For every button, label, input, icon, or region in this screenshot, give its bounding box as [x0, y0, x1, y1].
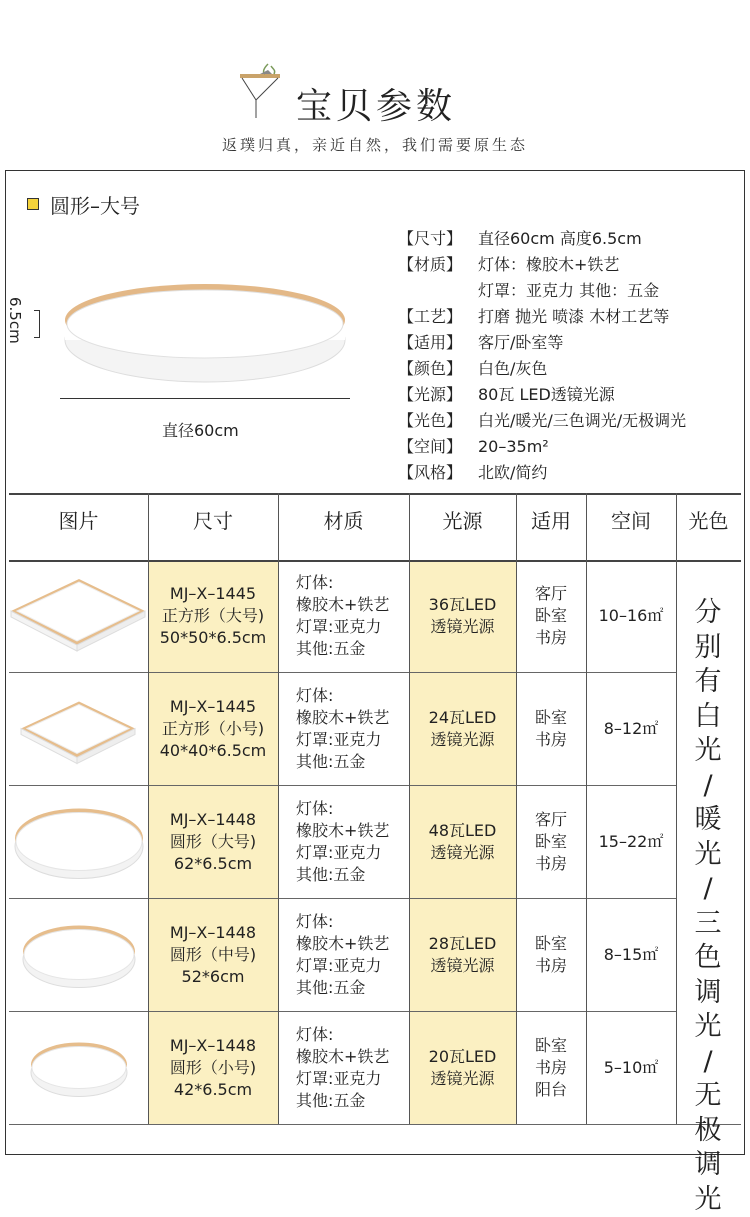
source-cell	[409, 560, 516, 672]
light-color-char: 光	[684, 1010, 732, 1045]
rooms-cell-line: 客厅	[516, 809, 586, 831]
size-cell	[148, 1011, 278, 1124]
rooms-cell-line: 客厅	[516, 583, 586, 605]
spec-row	[398, 434, 686, 460]
space-cell	[586, 560, 676, 672]
spec-key: 【光色】	[398, 408, 478, 434]
material-cell	[278, 672, 409, 785]
material-cell	[278, 898, 409, 1011]
light-color-char: /	[684, 872, 732, 907]
variant-title: 圆形–大号	[50, 190, 140, 219]
light-color-char: 分	[684, 596, 732, 631]
square-small-lamp-thumbnail	[9, 672, 148, 785]
source-cell-line: 36瓦LED	[409, 594, 516, 616]
light-color-char: 调	[684, 1148, 732, 1183]
space-cell	[586, 785, 676, 898]
space-cell-line: 8–12㎡	[586, 718, 676, 740]
spec-row	[398, 304, 686, 330]
light-color-char: /	[684, 1045, 732, 1080]
table-header-cell: 尺寸	[148, 505, 278, 537]
spec-value: 80瓦 LED透镜光源	[478, 382, 615, 408]
space-cell-line: 10–16㎡	[586, 605, 676, 627]
material-cell-line: 其他:五金	[296, 638, 365, 660]
material-cell-line: 灯罩:亚克力	[296, 1068, 381, 1090]
size-cell	[148, 898, 278, 1011]
material-cell-line: 灯体:	[296, 798, 333, 820]
size-cell-line: MJ–X–1448	[148, 922, 278, 944]
size-cell-line: MJ–X–1448	[148, 809, 278, 831]
light-color-char: 调	[684, 976, 732, 1011]
rooms-cell-line: 书房	[516, 853, 586, 875]
spec-key	[398, 278, 478, 304]
size-cell-line: 正方形（大号)	[148, 605, 278, 627]
spec-value: 20–35m²	[478, 434, 549, 460]
material-cell-line: 灯罩:亚克力	[296, 955, 381, 977]
light-color-char: 光	[684, 734, 732, 769]
space-cell-line: 15–22㎡	[586, 831, 676, 853]
spec-value: 北欧/简约	[478, 460, 547, 486]
light-color-cell	[684, 596, 732, 1217]
spec-value: 直径60cm 高度6.5cm	[478, 226, 642, 252]
size-cell-line: MJ–X–1448	[148, 1035, 278, 1057]
rooms-cell	[516, 672, 586, 785]
table-header-cell: 图片	[9, 505, 148, 537]
material-cell-line: 其他:五金	[296, 1090, 365, 1112]
size-cell-line: 62*6.5cm	[148, 853, 278, 875]
spec-key: 【颜色】	[398, 356, 478, 382]
table-row-border	[9, 1124, 676, 1125]
source-cell-line: 24瓦LED	[409, 707, 516, 729]
light-color-char: 暖	[684, 803, 732, 838]
table-column-border	[676, 493, 677, 1124]
spec-row	[398, 356, 686, 382]
size-cell-line: MJ–X–1445	[148, 696, 278, 718]
source-cell	[409, 1011, 516, 1124]
material-cell-line: 其他:五金	[296, 751, 365, 773]
table-header-cell: 材质	[278, 505, 409, 537]
source-cell-line: 48瓦LED	[409, 820, 516, 842]
spec-value: 客厅/卧室等	[478, 330, 563, 356]
light-color-char: 白	[684, 700, 732, 735]
spec-value: 打磨 抛光 喷漆 木材工艺等	[478, 304, 669, 330]
size-cell-line: 42*6.5cm	[148, 1079, 278, 1101]
material-cell-line: 橡胶木+铁艺	[296, 1046, 389, 1068]
source-cell	[409, 672, 516, 785]
light-color-char: 有	[684, 665, 732, 700]
spec-key: 【适用】	[398, 330, 478, 356]
spec-list	[398, 226, 686, 486]
spec-key: 【材质】	[398, 252, 478, 278]
material-cell	[278, 1011, 409, 1124]
size-cell-line: 正方形（小号)	[148, 718, 278, 740]
spec-row	[398, 460, 686, 486]
space-cell	[586, 672, 676, 785]
space-cell-line: 5–10㎡	[586, 1057, 676, 1079]
spec-value: 白光/暖光/三色调光/无极调光	[478, 408, 686, 434]
rooms-cell	[516, 898, 586, 1011]
rooms-cell-line: 卧室	[516, 1035, 586, 1057]
rooms-cell-line: 卧室	[516, 933, 586, 955]
material-cell-line: 其他:五金	[296, 977, 365, 999]
material-cell-line: 灯体:	[296, 572, 333, 594]
rooms-cell	[516, 785, 586, 898]
rooms-cell	[516, 1011, 586, 1124]
material-cell-line: 灯罩:亚克力	[296, 729, 381, 751]
rooms-cell-line: 书房	[516, 1057, 586, 1079]
source-cell	[409, 898, 516, 1011]
height-value: 6.5cm	[6, 297, 24, 344]
rooms-cell-line: 书房	[516, 627, 586, 649]
light-color-char: 三	[684, 907, 732, 942]
light-color-char: 无	[684, 1079, 732, 1114]
material-cell-line: 灯罩:亚克力	[296, 616, 381, 638]
spec-row	[398, 252, 686, 278]
table-header-cell: 光色	[676, 505, 741, 537]
rooms-cell-line: 阳台	[516, 1079, 586, 1101]
size-cell-line: 40*40*6.5cm	[148, 740, 278, 762]
table-top-border	[9, 493, 741, 495]
source-cell-line: 透镜光源	[409, 842, 516, 864]
page-title: 宝贝参数	[296, 78, 456, 129]
spec-row	[398, 408, 686, 434]
spec-value: 灯体：橡胶木+铁艺	[478, 252, 619, 278]
source-cell-line: 透镜光源	[409, 616, 516, 638]
size-cell-line: 圆形（小号)	[148, 1057, 278, 1079]
diameter-line	[60, 398, 350, 399]
spec-key: 【空间】	[398, 434, 478, 460]
material-cell	[278, 560, 409, 672]
spec-value: 白色/灰色	[478, 356, 547, 382]
spec-row	[398, 330, 686, 356]
material-cell-line: 灯体:	[296, 685, 333, 707]
light-color-char: 别	[684, 631, 732, 666]
rooms-cell-line: 卧室	[516, 605, 586, 627]
pendant-lamp-icon	[238, 60, 298, 120]
space-cell	[586, 1011, 676, 1124]
material-cell-line: 橡胶木+铁艺	[296, 933, 389, 955]
table-header-cell: 空间	[586, 505, 676, 537]
light-color-char: 极	[684, 1114, 732, 1149]
rooms-cell	[516, 560, 586, 672]
round-large-lamp-thumbnail	[9, 785, 148, 898]
round-small-lamp-thumbnail	[9, 1011, 148, 1124]
spec-row	[398, 278, 686, 304]
height-label	[6, 297, 24, 344]
source-cell-line: 20瓦LED	[409, 1046, 516, 1068]
spec-row	[398, 382, 686, 408]
spec-key: 【风格】	[398, 460, 478, 486]
material-cell-line: 灯体:	[296, 911, 333, 933]
space-cell	[586, 898, 676, 1011]
height-bracket-icon	[34, 310, 40, 338]
material-cell-line: 橡胶木+铁艺	[296, 820, 389, 842]
light-color-char: 色	[684, 941, 732, 976]
light-color-char: 光	[684, 1183, 732, 1217]
size-cell-line: MJ–X–1445	[148, 583, 278, 605]
table-header-cell: 适用	[516, 505, 586, 537]
rooms-cell-line: 卧室	[516, 831, 586, 853]
size-cell-line: 52*6cm	[148, 966, 278, 988]
size-cell	[148, 785, 278, 898]
material-cell-line: 其他:五金	[296, 864, 365, 886]
source-cell-line: 透镜光源	[409, 955, 516, 977]
material-cell-line: 橡胶木+铁艺	[296, 594, 389, 616]
square-large-lamp-thumbnail	[9, 560, 148, 672]
spec-key: 【光源】	[398, 382, 478, 408]
light-color-char: 光	[684, 838, 732, 873]
table-header-cell: 光源	[409, 505, 516, 537]
bullet-square-icon	[27, 198, 39, 210]
source-cell-line: 透镜光源	[409, 729, 516, 751]
size-cell-line: 圆形（中号)	[148, 944, 278, 966]
spec-key: 【工艺】	[398, 304, 478, 330]
rooms-cell-line: 书房	[516, 955, 586, 977]
material-cell	[278, 785, 409, 898]
size-cell	[148, 560, 278, 672]
spec-value: 灯罩：亚克力 其他：五金	[478, 278, 659, 304]
source-cell-line: 28瓦LED	[409, 933, 516, 955]
rooms-cell-line: 书房	[516, 729, 586, 751]
round-ceiling-lamp-image	[60, 280, 350, 385]
size-cell	[148, 672, 278, 785]
rooms-cell-line: 卧室	[516, 707, 586, 729]
round-medium-lamp-thumbnail	[9, 898, 148, 1011]
size-cell-line: 圆形（大号)	[148, 831, 278, 853]
diameter-label: 直径60cm	[162, 418, 239, 441]
light-color-char: /	[684, 769, 732, 804]
material-cell-line: 橡胶木+铁艺	[296, 707, 389, 729]
spec-key: 【尺寸】	[398, 226, 478, 252]
material-cell-line: 灯罩:亚克力	[296, 842, 381, 864]
spec-row	[398, 226, 686, 252]
space-cell-line: 8–15㎡	[586, 944, 676, 966]
material-cell-line: 灯体:	[296, 1024, 333, 1046]
source-cell	[409, 785, 516, 898]
page-subtitle: 返璞归真，亲近自然，我们需要原生态	[0, 134, 750, 155]
source-cell-line: 透镜光源	[409, 1068, 516, 1090]
size-cell-line: 50*50*6.5cm	[148, 627, 278, 649]
